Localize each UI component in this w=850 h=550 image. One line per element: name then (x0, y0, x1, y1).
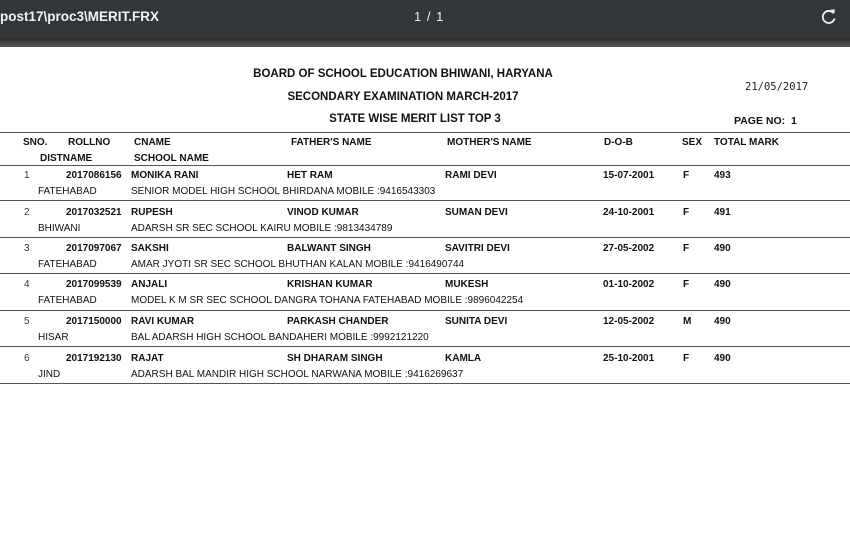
row-cname: ANJALI (131, 279, 168, 290)
row-sno: 6 (24, 353, 30, 364)
col-rollno: ROLLNO (68, 137, 111, 148)
row-sex: M (683, 316, 692, 327)
row-total: 490 (714, 243, 731, 254)
row-cname: RAJAT (131, 353, 164, 364)
row-sno: 5 (24, 316, 30, 327)
row-sno: 1 (24, 170, 30, 181)
file-title: post17\proc3\MERIT.FRX (0, 9, 160, 24)
col-total: TOTAL MARK (714, 137, 779, 148)
toolbar-shadow (0, 38, 850, 47)
row-father: KRISHAN KUMAR (287, 279, 373, 290)
row-school: AMAR JYOTI SR SEC SCHOOL BHUTHAN KALAN MOBILE :9416490744 (131, 259, 465, 270)
row-rollno: 2017032521 (66, 207, 122, 218)
row-mother: SAVITRI DEVI (445, 243, 510, 254)
row-district: FATEHABAD (38, 295, 97, 306)
rotate-button[interactable] (818, 6, 840, 28)
row-school: MODEL K M SR SEC SCHOOL DANGRA TOHANA FATEHABAD MOBILE :9896042254 (131, 295, 524, 306)
row-district: BHIWANI (38, 223, 81, 234)
list-title: STATE WISE MERIT LIST TOP 3 (329, 113, 501, 125)
board-title: BOARD OF SCHOOL EDUCATION BHIWANI, HARYANA (253, 68, 553, 80)
page-no-label: PAGE NO: (734, 115, 786, 127)
col-sex: SEX (682, 137, 703, 148)
row-rollno: 2017099539 (66, 279, 122, 290)
row-father: HET RAM (287, 170, 333, 181)
row-sex: F (683, 243, 690, 254)
row-total: 493 (714, 170, 731, 181)
row-sex: F (683, 279, 690, 290)
row-dob: 25-10-2001 (603, 353, 655, 364)
row-rollno: 2017192130 (66, 353, 122, 364)
col-father: FATHER'S NAME (291, 137, 372, 148)
row-cname: RUPESH (131, 207, 173, 218)
row-school: ADARSH SR SEC SCHOOL KAIRU MOBILE :9813434789 (131, 223, 393, 234)
row-district: HISAR (38, 332, 69, 343)
row-sno: 2 (24, 207, 30, 218)
row-divider (0, 237, 850, 238)
row-sex: F (683, 207, 690, 218)
row-divider (0, 273, 850, 274)
page-no-value: 1 (791, 115, 797, 127)
row-dob: 24-10-2001 (603, 207, 655, 218)
col-distname: DISTNAME (40, 153, 93, 164)
viewer-toolbar (0, 0, 850, 38)
row-divider (0, 310, 850, 311)
row-rollno: 2017097067 (66, 243, 122, 254)
row-school: BAL ADARSH HIGH SCHOOL BANDAHERI MOBILE :9992121220 (131, 332, 429, 343)
row-sno: 4 (24, 279, 30, 290)
row-mother: MUKESH (445, 279, 489, 290)
row-mother: KAMLA (445, 353, 482, 364)
row-divider (0, 200, 850, 201)
row-rollno: 2017150000 (66, 316, 122, 327)
row-cname: RAVI KUMAR (131, 316, 195, 327)
rotate-icon (818, 6, 840, 28)
row-cname: MONIKA RANI (131, 170, 199, 181)
row-sno: 3 (24, 243, 30, 254)
row-father: SH DHARAM SINGH (287, 353, 383, 364)
row-district: FATEHABAD (38, 259, 97, 270)
row-district: JIND (38, 369, 61, 380)
table-bottom-rule (0, 383, 850, 384)
page-indicator: 1 / 1 (414, 9, 445, 24)
row-school: ADARSH BAL MANDIR HIGH SCHOOL NARWANA MOBILE :9416269637 (131, 369, 464, 380)
row-district: FATEHABAD (38, 186, 97, 197)
col-dob: D-O-B (604, 137, 633, 148)
row-father: PARKASH CHANDER (287, 316, 389, 327)
row-dob: 27-05-2002 (603, 243, 655, 254)
row-divider (0, 346, 850, 347)
header-bottom-rule (0, 165, 850, 166)
print-date: 21/05/2017 (745, 81, 809, 93)
row-father: BALWANT SINGH (287, 243, 371, 254)
row-cname: SAKSHI (131, 243, 169, 254)
col-mother: MOTHER'S NAME (447, 137, 532, 148)
row-school: SENIOR MODEL HIGH SCHOOL BHIRDANA MOBILE :9416543303 (131, 186, 436, 197)
row-total: 490 (714, 279, 731, 290)
row-rollno: 2017086156 (66, 170, 122, 181)
row-total: 490 (714, 316, 731, 327)
header-top-rule (0, 132, 850, 133)
col-cname: CNAME (134, 137, 171, 148)
row-dob: 12-05-2002 (603, 316, 655, 327)
col-school-name: SCHOOL NAME (134, 153, 209, 164)
col-sno: SNO. (23, 137, 48, 148)
row-sex: F (683, 170, 690, 181)
exam-title: SECONDARY EXAMINATION MARCH-2017 (287, 91, 519, 103)
row-mother: RAMI DEVI (445, 170, 497, 181)
page-number (734, 115, 797, 127)
row-dob: 15-07-2001 (603, 170, 655, 181)
row-sex: F (683, 353, 690, 364)
row-mother: SUMAN DEVI (445, 207, 508, 218)
row-total: 491 (714, 207, 731, 218)
row-dob: 01-10-2002 (603, 279, 655, 290)
row-total: 490 (714, 353, 731, 364)
row-father: VINOD KUMAR (287, 207, 359, 218)
row-mother: SUNITA DEVI (445, 316, 508, 327)
